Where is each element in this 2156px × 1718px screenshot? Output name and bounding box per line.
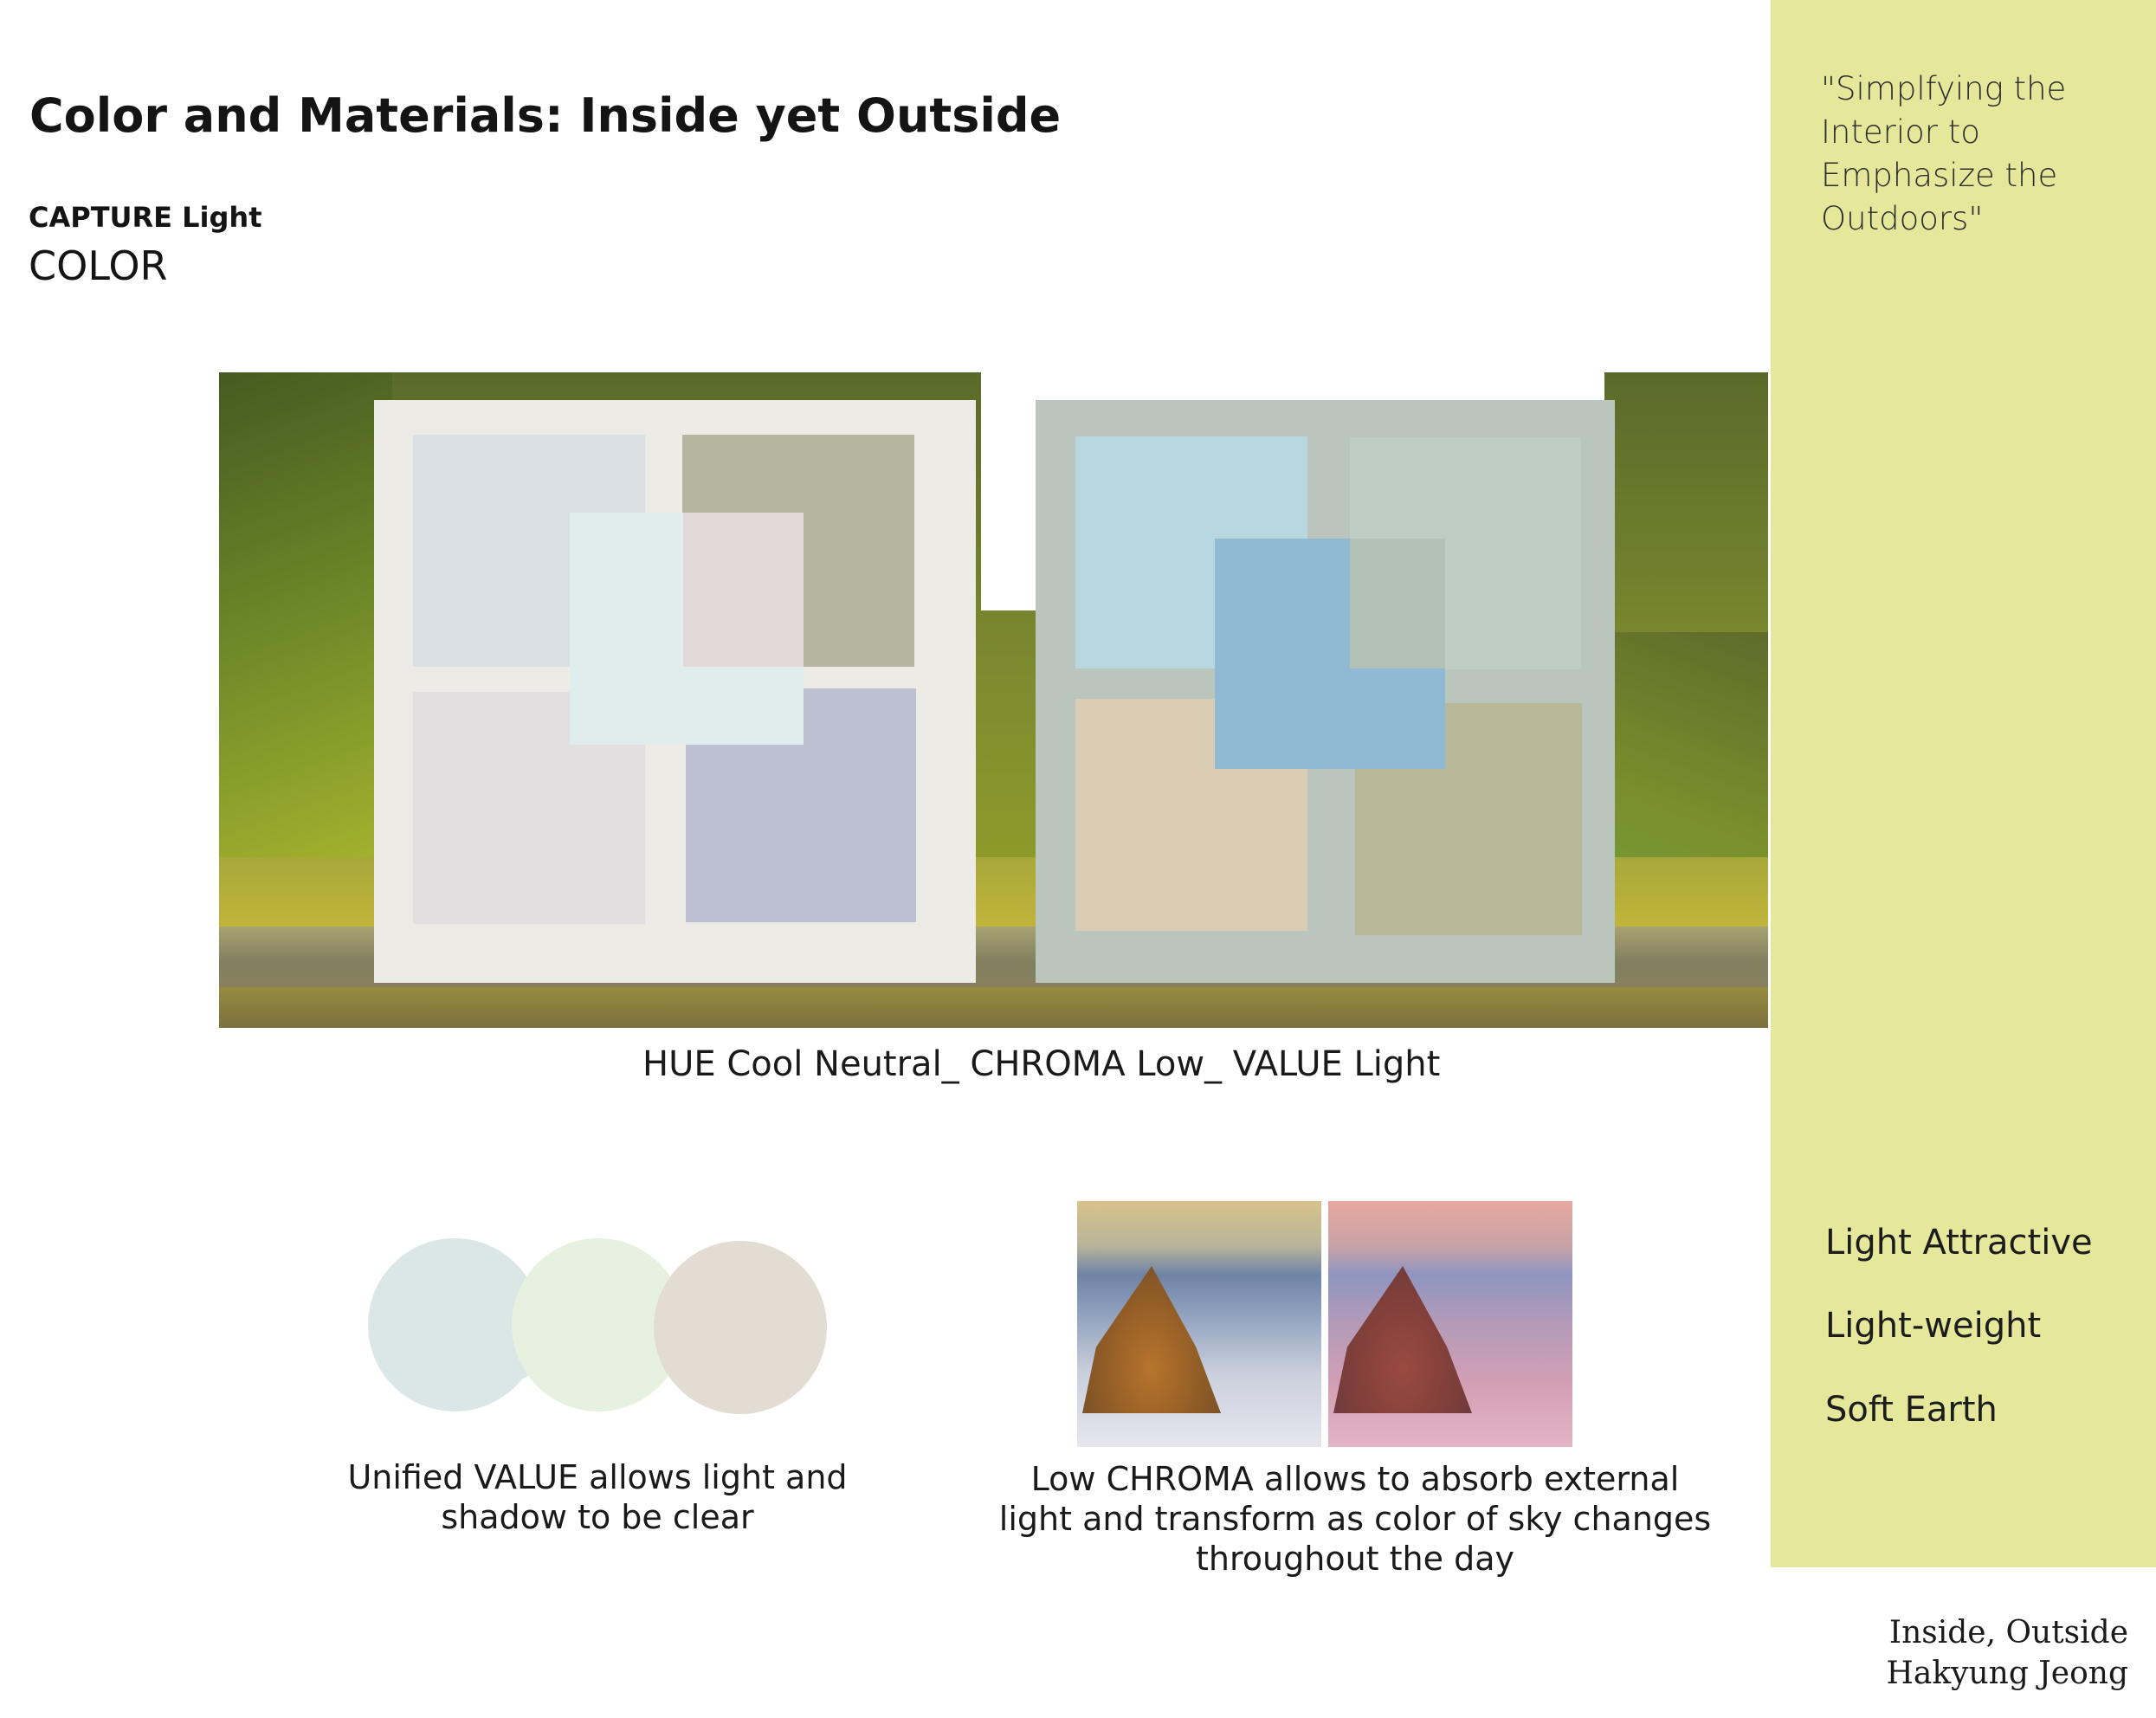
haystack-morning: [1082, 1266, 1221, 1413]
keyword-light-attractive: Light Attractive: [1825, 1223, 2093, 1263]
value-caption: Unified VALUE allows light and shadow to be clear: [347, 1458, 848, 1536]
swatch-left-overlap: [683, 513, 804, 667]
chroma-caption: Low CHROMA allows to absorb external light and transform as color of sky changes throughout the day: [998, 1460, 1712, 1578]
sidebar-quote: "Simplfying the Interior to Emphasize the Outdoors": [1821, 70, 2067, 237]
swatch-right-overlap: [1350, 539, 1445, 668]
section-heading: COLOR: [29, 242, 168, 289]
haystack-painting-sunset: [1328, 1201, 1572, 1447]
page-title: Color and Materials: Inside yet Outside: [29, 88, 1062, 143]
palette-caption: HUE Cool Neutral_ CHROMA Low_ VALUE Light: [642, 1044, 1441, 1084]
value-circles-group: [355, 1208, 840, 1459]
page-subtitle: CAPTURE Light: [29, 201, 262, 234]
color-board-left: [374, 400, 976, 983]
keyword-light-weight: Light-weight: [1825, 1306, 2042, 1346]
haystack-painting-morning: [1077, 1201, 1321, 1447]
credit-block: [1886, 1612, 2128, 1694]
keyword-soft-earth: Soft Earth: [1825, 1390, 1998, 1430]
color-board-right: [1036, 400, 1615, 983]
haystack-sunset: [1333, 1266, 1472, 1413]
credit-author: Hakyung Jeong: [1886, 1656, 2128, 1691]
credit-title: Inside, Outside: [1888, 1615, 2128, 1650]
value-circle-3: [654, 1241, 827, 1414]
